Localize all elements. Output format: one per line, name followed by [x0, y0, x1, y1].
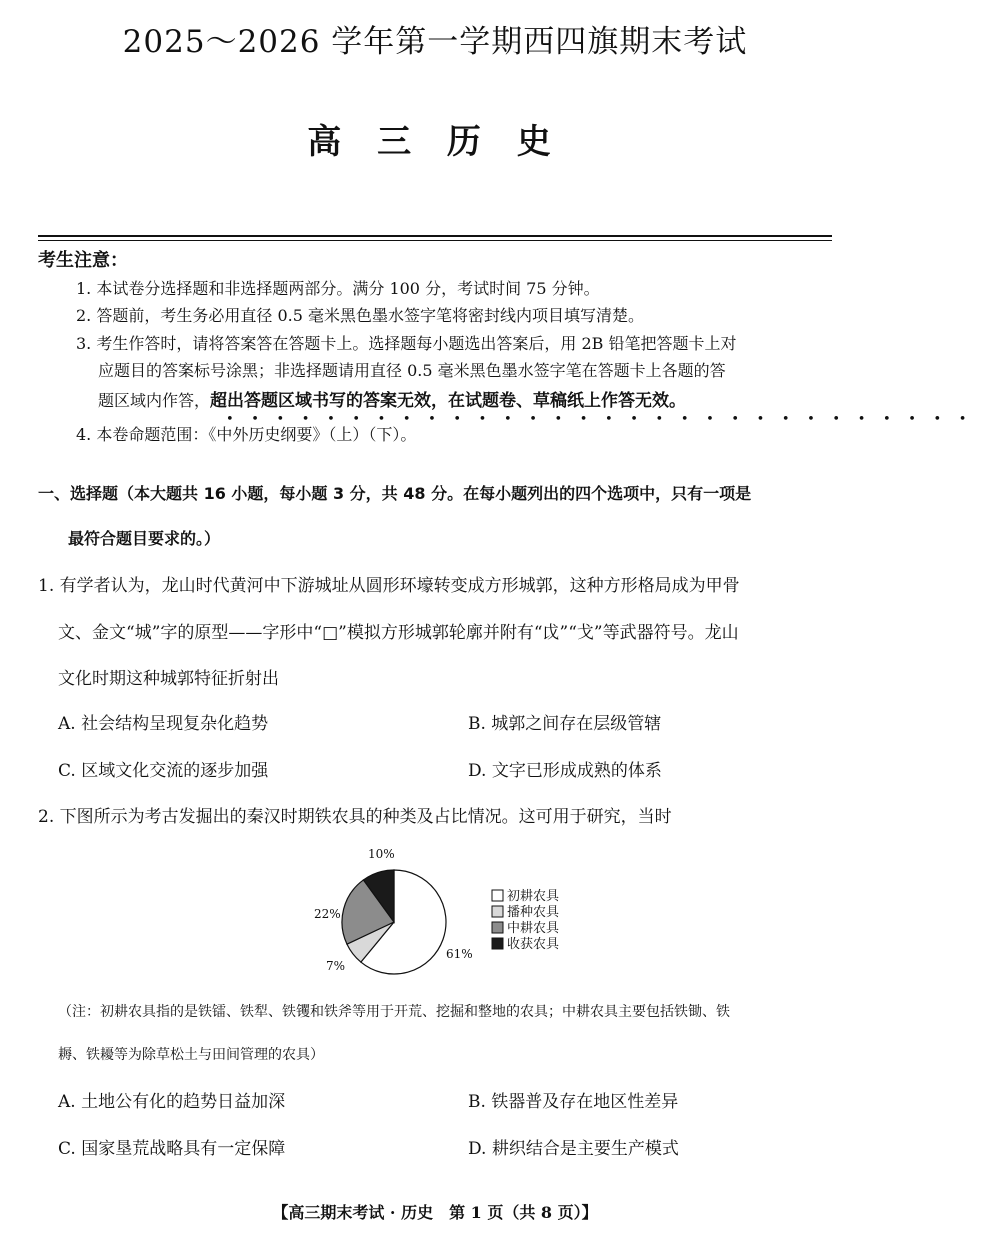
q2-option-b: B. 铁器普及存在地区性差异	[468, 1092, 679, 1112]
pie-value-label-3: 22%	[314, 907, 341, 921]
q1-option-d: D. 文字已形成成熟的体系	[468, 761, 662, 781]
q1-option-c: C. 区域文化交流的逐步加强	[58, 761, 269, 781]
q2-note-line-2: 耨、铁耰等为除草松土与田间管理的农具）	[58, 1047, 324, 1063]
q2-option-d: D. 耕织结合是主要生产模式	[468, 1139, 679, 1159]
legend-swatch-1	[492, 890, 503, 901]
subject-title: 高 三 历 史	[307, 122, 563, 162]
section-1-heading: 一、选择题（本大题共 16 小题，每小题 3 分，共 48 分。在每小题列出的四个选项中，只有一项是	[38, 484, 752, 503]
notice-emphasis: 超出答题区域书写的答案无效，在试题卷、草稿纸上作答无效。	[210, 391, 687, 411]
notice-item-3-line-2: 应题目的答案标号涂黑；非选择题请用直径 0.5 毫米黑色墨水签字笔在答题卡上各题的答	[98, 361, 726, 380]
notice-item-3-text: 题区域内作答，	[98, 391, 211, 410]
legend-label-4: 收获农具	[507, 937, 560, 952]
legend-swatch-3	[492, 922, 503, 933]
notice-item-2: 2. 答题前，考生务必用直径 0.5 毫米黑色墨水签字笔将密封线内项目填写清楚。	[76, 306, 644, 325]
legend-label-1: 初耕农具	[507, 889, 560, 904]
q1-stem-line-3: 文化时期这种城郭特征折射出	[58, 669, 279, 689]
pie-chart-svg	[296, 846, 586, 994]
notice-item-3-line-3	[98, 386, 686, 411]
q1-stem-line-1: 1. 有学者认为，龙山时代黄河中下游城址从圆形环壕转变成方形城郭，这种方形格局成为甲骨	[38, 576, 740, 596]
q1-option-a: A. 社会结构呈现复杂化趋势	[58, 714, 269, 734]
pie-chart	[296, 846, 586, 994]
emphasis-dots: ••••••••••••••••••••••••••••••	[226, 412, 984, 427]
legend-swatch-2	[492, 906, 503, 917]
notice-item-4: 4. 本卷命题范围：《中外历史纲要》（上）（下）。	[76, 425, 417, 444]
section-1-heading-cont: 最符合题目要求的。）	[68, 529, 221, 548]
legend-label-2: 播种农具	[507, 905, 560, 920]
q2-note-line-1: （注：初耕农具指的是铁镭、铁犁、铁䦆和铁斧等用于开荒、挖掘和整地的农具；中耕农具主要包括铁锄、铁	[58, 1004, 730, 1020]
pie-value-label-2: 7%	[326, 959, 346, 973]
legend-swatch-4	[492, 938, 503, 949]
header-rule-thin	[38, 240, 832, 241]
notice-item-3-line-1: 3. 考生作答时，请将答案答在答题卡上。选择题每小题选出答案后，用 2B 铅笔把答题卡上对	[76, 334, 737, 353]
header-rule-thick	[38, 235, 832, 237]
q2-option-a: A. 土地公有化的趋势日益加深	[58, 1092, 286, 1112]
pie-value-label-4: 10%	[368, 847, 395, 861]
exam-title: 2025～2026 学年第一学期西四旗期末考试	[122, 24, 748, 60]
q2-stem: 2. 下图所示为考古发掘出的秦汉时期铁农具的种类及占比情况。这可用于研究，当时	[38, 807, 672, 827]
notice-heading: 考生注意：	[38, 250, 128, 271]
page-footer: 【高三期末考试 · 历史 第 1 页（共 8 页）】	[272, 1203, 598, 1222]
notice-item-1: 1. 本试卷分选择题和非选择题两部分。满分 100 分，考试时间 75 分钟。	[76, 279, 600, 298]
q1-stem-line-2: 文、金文“城”字的原型——字形中“□”模拟方形城郭轮廓并附有“戉”“戈”等武器符号。龙山	[58, 623, 739, 643]
q2-option-c: C. 国家垦荒战略具有一定保障	[58, 1139, 286, 1159]
q1-option-b: B. 城郭之间存在层级管辖	[468, 714, 662, 734]
legend-label-3: 中耕农具	[507, 921, 560, 936]
pie-value-label-1: 61%	[446, 947, 473, 961]
